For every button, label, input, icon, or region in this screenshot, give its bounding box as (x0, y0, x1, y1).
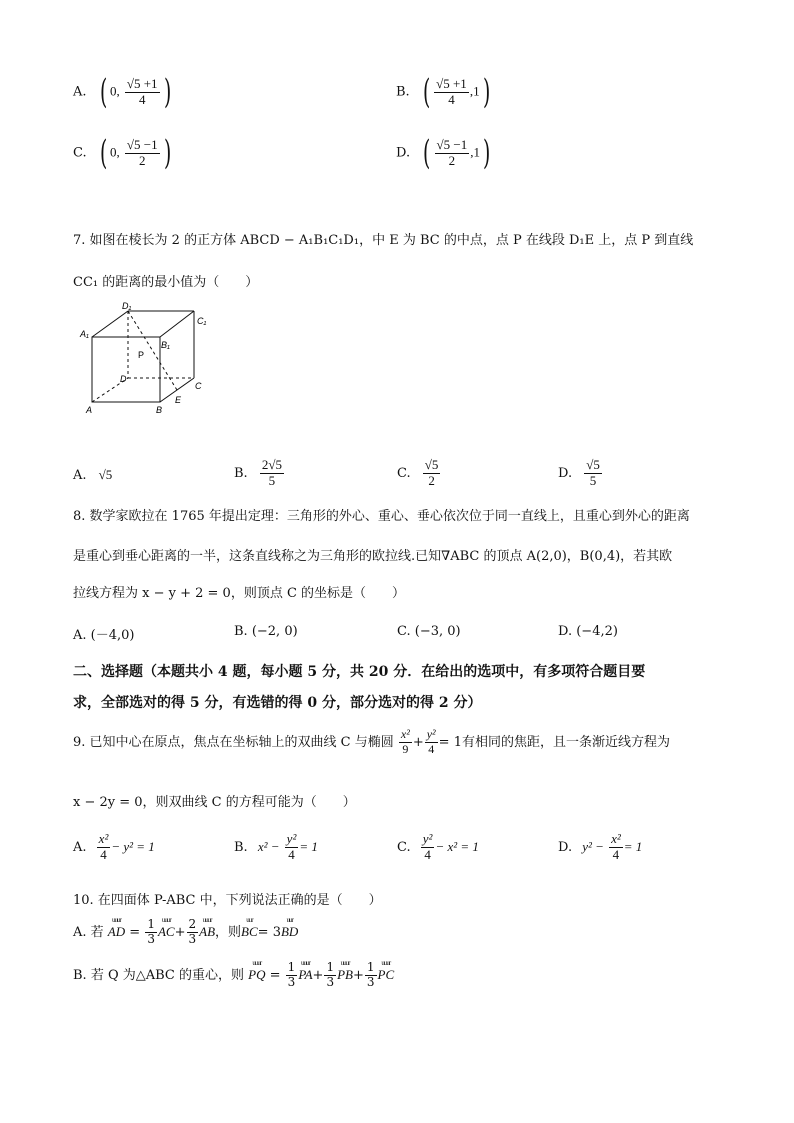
fraction-numerator: x² (400, 727, 410, 741)
option-text: = 1 (623, 838, 643, 854)
fraction-denominator: 4 (288, 846, 295, 862)
fraction-denominator: 3 (147, 931, 155, 946)
section-heading-line1: 二、选择题（本题共小 4 题，每小题 5 分，共 20 分．在给出的选项中，有多项符合题目要 (73, 664, 646, 680)
fraction-numerator: x² (98, 831, 109, 846)
stem-text: 有相同的焦距，且一条渐近线方程为 (461, 734, 670, 750)
vector: PC (377, 966, 395, 982)
fraction-numerator: 2√5 (261, 457, 282, 472)
fraction-numerator: 2 (188, 917, 197, 931)
q8-stem-line3: 拉线方程为 x − y + 2 = 0，则顶点 C 的坐标是（ ） (73, 586, 406, 601)
fraction-numerator: 1 (366, 960, 375, 974)
fraction-numerator: y² (426, 727, 436, 741)
fraction-denominator: 3 (188, 931, 197, 946)
fraction-denominator: 5 (589, 472, 597, 488)
q10-option-b (73, 958, 395, 990)
vertex-label: C (195, 381, 202, 391)
fraction-denominator: 2 (448, 152, 456, 168)
vertex-label: A₁ (80, 329, 89, 339)
stem-text: 9. 已知中心在原点，焦点在坐标轴上的双曲线 C 与椭圆 (73, 734, 394, 750)
vector: BD (280, 923, 299, 939)
option-label: C. (397, 465, 411, 481)
equals-one: = 1 (438, 734, 462, 750)
vector-arrow-mark: uuur (301, 958, 310, 967)
q7-option-d (558, 458, 603, 489)
vector: PB (337, 966, 353, 982)
option-label: D. (558, 465, 573, 481)
option-label: A. (73, 839, 87, 855)
option-label: C. (73, 145, 87, 161)
cube-figure (78, 300, 218, 422)
vector: BC (241, 923, 258, 939)
cube-front-face (92, 337, 160, 402)
vector: PQ (248, 966, 266, 982)
fraction-denominator: 3 (326, 974, 335, 989)
q9-option-c (397, 832, 479, 863)
option-label: C. (397, 839, 411, 855)
q8-stem-line1: 8. 数学家欧拉在 1765 年提出定理：三角形的外心、重心、垂心依次位于同一直线上，且重心到外心的距离 (73, 509, 690, 524)
section-heading-line2: 求，全部选对的得 5 分，有选错的得 0 分，部分选对的得 2 分） (73, 695, 482, 711)
option-label: B. (396, 84, 410, 100)
q9-option-b (234, 832, 318, 863)
option-text: x² − (257, 838, 280, 854)
option-text: ,1 (469, 83, 480, 99)
point-label: P (138, 350, 145, 360)
option-text: − y² = 1 (111, 838, 155, 854)
q8-option-d: D. (−4,2) (558, 624, 618, 639)
q7-option-c (397, 458, 441, 489)
fraction-denominator: 2 (139, 152, 146, 168)
option-label: A. (73, 84, 87, 100)
fraction-denominator: 5 (268, 472, 276, 488)
option-text: √5 (98, 467, 113, 482)
q10-stem: 10. 在四面体 P-ABC 中，下列说法正确的是（ ） (73, 893, 382, 908)
vertex-label: C₁ (197, 316, 207, 326)
fraction-denominator: 9 (402, 741, 409, 756)
fraction-numerator: 1 (287, 960, 296, 974)
equals-three: = 3 (257, 924, 281, 940)
vector-arrow-mark: uuur (381, 958, 391, 967)
q6-option-c: C. ( 0, $\frac{√5 -1}{2}$ ) (73, 133, 171, 173)
q6-option-d: D. ( $\frac{√5 -1}{2}$ ,1) (396, 133, 491, 173)
fraction-denominator: 4 (612, 846, 620, 862)
q8-stem-line2: 是重心到垂心距离的一半，这条直线称之为三角形的欧拉线.已知∇ABC 的顶点 A(2,0)，B(0,4)，若其欧 (73, 549, 673, 564)
fraction-numerator: √5 (586, 457, 600, 472)
vector-arrow-mark: uuur (340, 958, 350, 967)
fraction-numerator: √5 +1 (436, 75, 467, 91)
option-text: 0, (110, 144, 120, 160)
vertex-label: E (175, 395, 182, 405)
option-text: = 1 (299, 838, 318, 854)
fraction-denominator: 4 (424, 846, 431, 862)
fraction-denominator: 4 (448, 91, 455, 107)
q7-stem-line1: 7. 如图在棱长为 2 的正方体 ABCD − A₁B₁C₁D₁，中 E 为 BC 的中点，点 P 在线段 D₁E 上，点 P 到直线 (73, 233, 694, 248)
vector: AD (107, 923, 126, 939)
fraction-denominator: 4 (428, 741, 435, 756)
vector-arrow-mark: uur (246, 915, 253, 924)
option-label: D. (558, 839, 573, 855)
plus-sign: + (352, 967, 364, 983)
q9-option-d (558, 832, 642, 863)
vertex-label: B₁ (161, 340, 170, 350)
plus-sign: + (174, 924, 186, 940)
option-label: A. 若 (73, 924, 104, 940)
fraction-numerator: 1 (326, 960, 335, 974)
q7-option-a (73, 467, 112, 483)
option-label: D. (396, 145, 411, 161)
q9-option-a (73, 832, 155, 863)
vertex-label: A (86, 405, 93, 415)
q8-option-b: B. (−2, 0) (234, 624, 298, 639)
option-text: 0, (109, 83, 120, 99)
vector-arrow-mark: uur (286, 915, 293, 924)
q6-option-b: B. ( $\frac{√5 +1}{4}$ ,1) (396, 72, 490, 112)
option-label: B. (234, 839, 248, 855)
vector-arrow-mark: uuur (112, 915, 121, 924)
vector-arrow-mark: uuur (252, 958, 262, 967)
q7-option-b (234, 458, 285, 489)
equals-sign: = (269, 967, 281, 983)
fraction-numerator: √5 −1 (126, 136, 158, 152)
option-text: y² − (582, 838, 604, 854)
cube-edge (92, 311, 128, 337)
fraction-denominator: 4 (138, 91, 146, 107)
vertex-label: D (120, 374, 127, 384)
fraction-numerator: √5 +1 (126, 75, 158, 91)
fraction-numerator: x² (611, 831, 621, 846)
option-text: ,1 (470, 144, 480, 160)
vector-arrow-mark: uuur (202, 915, 212, 924)
q6-option-a: A. ( 0, $\frac{√5 +1}{4}$ ) (73, 72, 171, 112)
q8-option-c: C. (−3, 0) (397, 624, 461, 639)
q9-stem-line2: x − 2y = 0，则双曲线 C 的方程可能为（ ） (73, 795, 356, 810)
fraction-numerator: √5 (424, 457, 439, 472)
vector-arrow-mark: uuur (161, 915, 171, 924)
cube-edge (160, 311, 194, 337)
vertex-label: D₁ (122, 301, 132, 311)
fraction-numerator: y² (286, 831, 297, 846)
plus-sign: + (412, 734, 424, 750)
q8-option-a: A. (－4,0) (73, 628, 135, 643)
vector: PA (298, 966, 313, 982)
fraction-denominator: 4 (100, 846, 107, 862)
vertex-label: B (156, 405, 163, 415)
q10-option-a (73, 915, 299, 947)
then-text: ，则 (215, 924, 242, 940)
fraction-denominator: 2 (428, 472, 435, 488)
plus-sign: + (312, 967, 324, 983)
fraction-denominator: 3 (366, 974, 375, 989)
vector: AB (199, 923, 216, 939)
q9-stem-line1 (73, 728, 670, 757)
fraction-denominator: 3 (287, 974, 296, 989)
option-label: B. (234, 465, 248, 481)
fraction-numerator: 1 (147, 917, 155, 931)
equals-sign: = (129, 924, 141, 940)
option-label: B. 若 Q 为△ABC 的重心，则 (73, 967, 244, 983)
option-text: − x² = 1 (435, 838, 479, 854)
fraction-numerator: y² (422, 831, 433, 846)
option-label: A. (73, 468, 87, 483)
q7-stem-line2: CC₁ 的距离的最小值为（ ） (73, 275, 259, 290)
vector: AC (157, 923, 175, 939)
fraction-numerator: √5 −1 (436, 136, 468, 152)
